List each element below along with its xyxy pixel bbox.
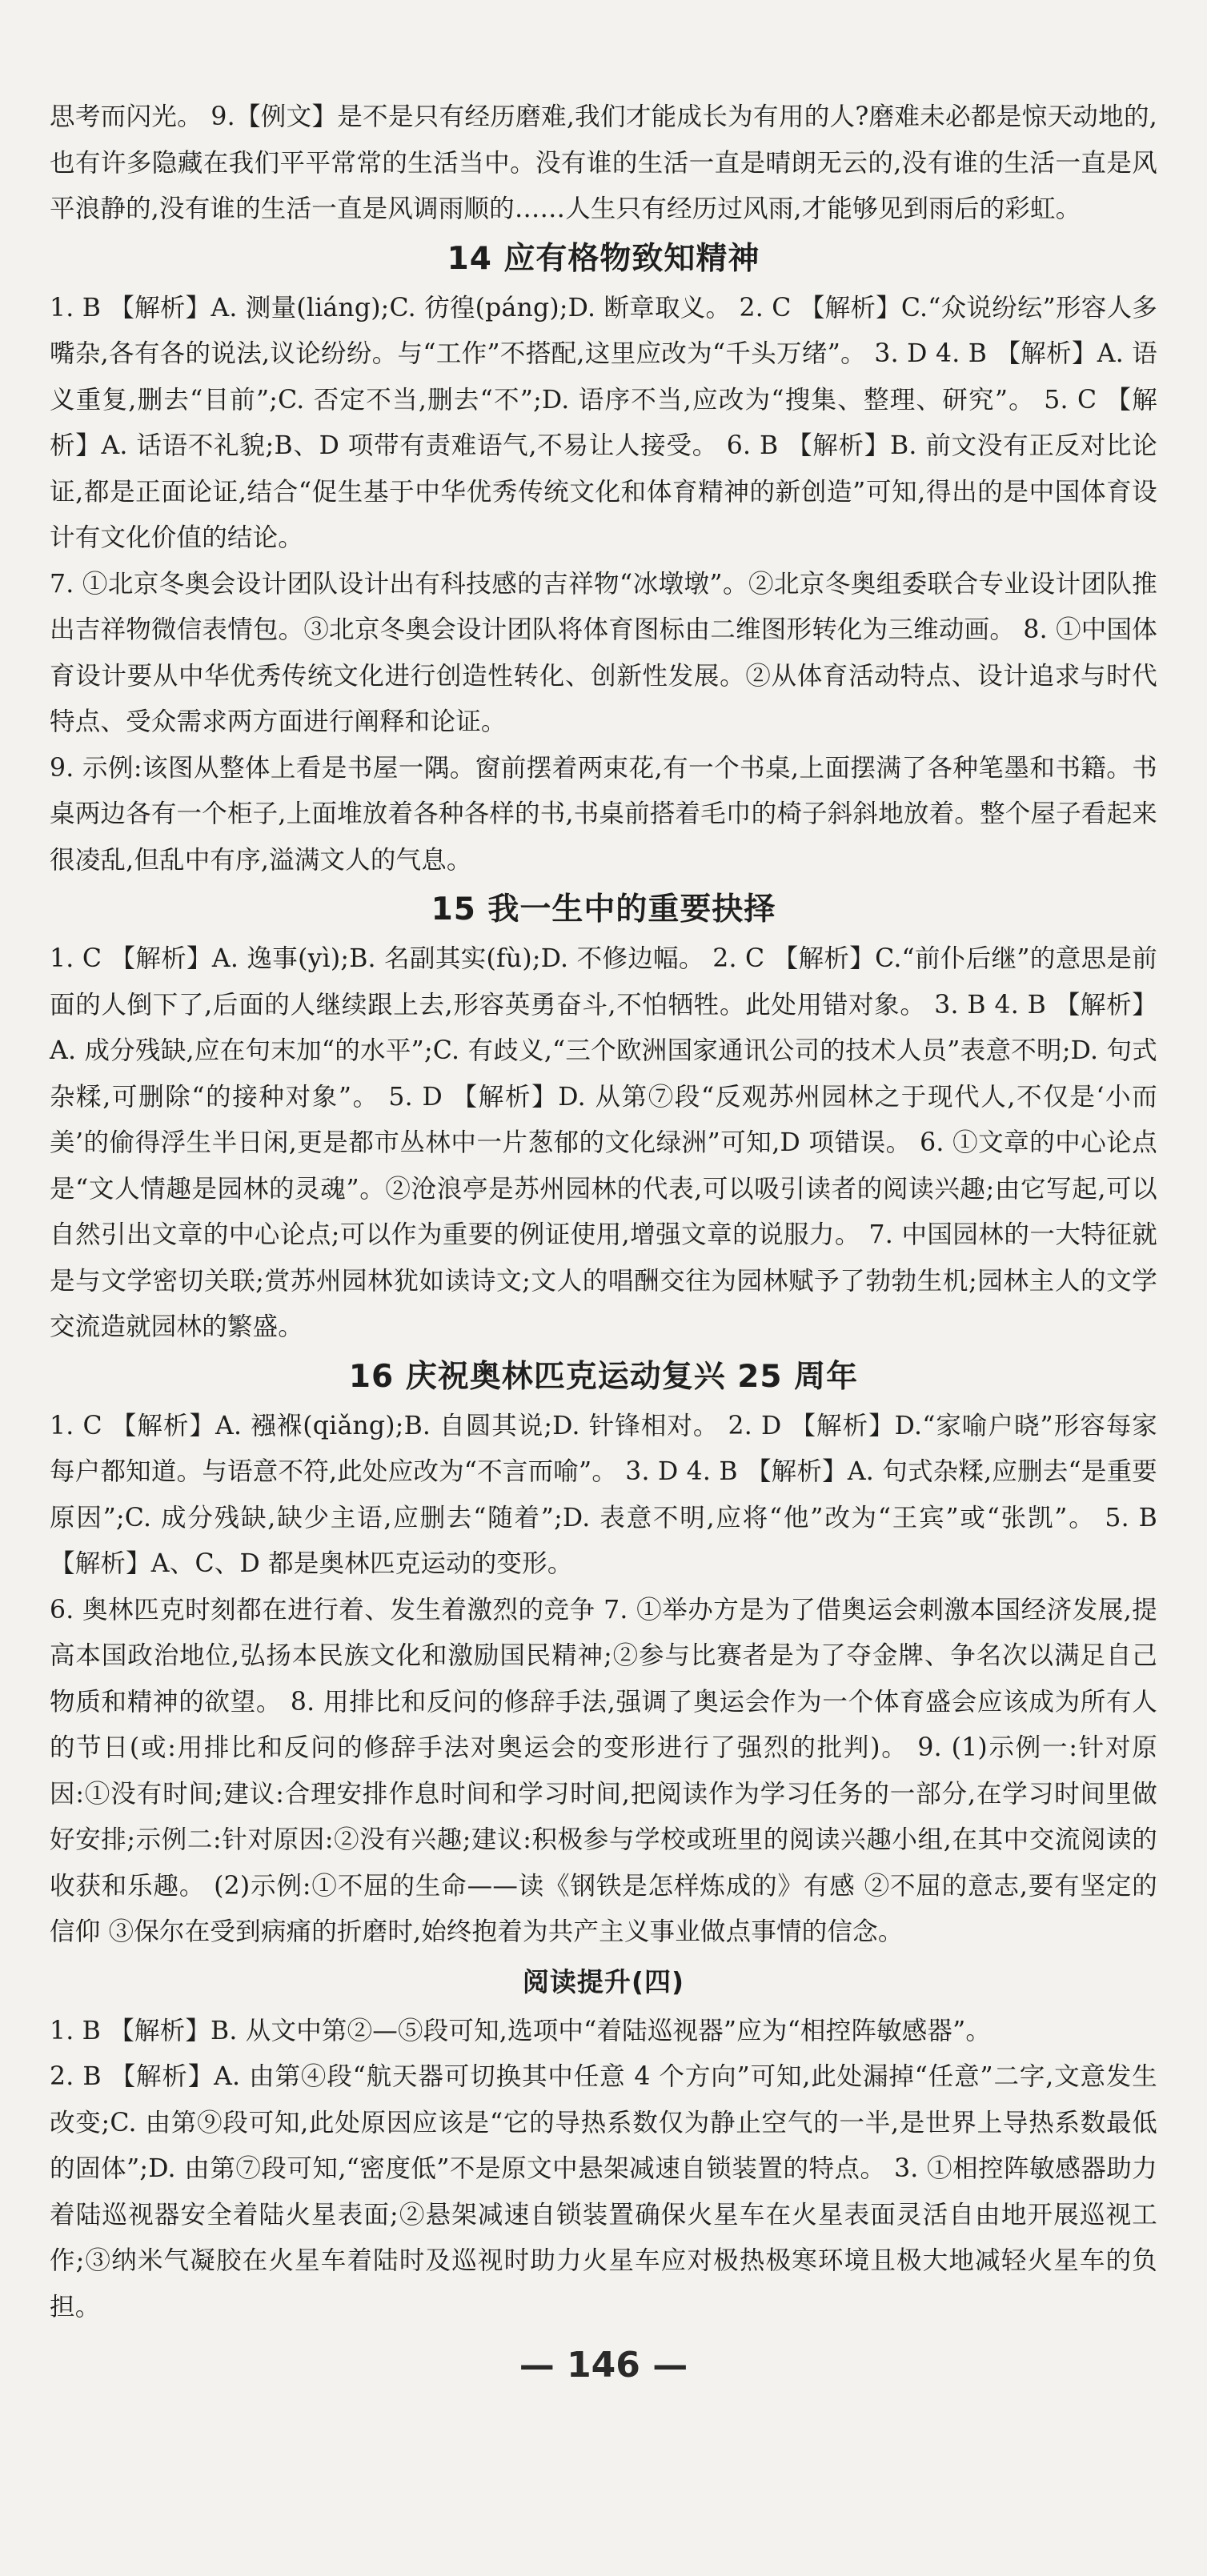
answer-paragraph: 6. 奥林匹克时刻都在进行着、发生着激烈的竞争 7. ①举办方是为了借奥运会刺激本国经济发展,提高本国政治地位,弘扬本民族文化和激励国民精神;②参与比赛者是为了夺金牌、争名次以满足自己物质和精神的欲望。 8. 用排比和反问的修辞手法,强调了奥运会作为一个体育盛会应该成为所有人的节日(或:用排比和反问的修辞手法对奥运会的变形进行了强烈的批判)。 9. (1)示例一:针对原因:①没有时间;建议:合理安排作息时间和学习时间,把阅读作为学习任务的一部分,在学习时间里做好安排;示例二:针对原因:②没有兴趣;建议:积极参与学校或班里的阅读兴趣小组,在其中交流阅读的收获和乐趣。 (2)示例:①不屈的生命——读《钢铁是怎样炼成的》有感 ②不屈的意志,要有坚定的信仰 ③保尔在受到病痛的折磨时,始终抱着为共产主义事业做点事情的信念。 [50,1595,1157,1946]
answer-paragraph: 9. 示例:该图从整体上看是书屋一隅。窗前摆着两束花,有一个书桌,上面摆满了各种笔墨和书籍。书桌两边各有一个柜子,上面堆放着各种各样的书,书桌前搭着毛巾的椅子斜斜地放着。整个屋子看起来很凌乱,但乱中有序,溢满文人的气息。 [50,753,1157,875]
answer-paragraph: 1. B 【解析】B. 从文中第②—⑤段可知,选项中“着陆巡视器”应为“相控阵敏感器”。 [50,2016,992,2045]
section-title: 15 我一生中的重要抉择 [431,891,776,927]
answer-paragraph: 1. B 【解析】A. 测量(liáng);C. 彷徨(páng);D. 断章取义。 2. C 【解析】C.“众说纷纭”形容人多嘴杂,各有各的说法,议论纷纷。与“工作”不搭配,这里应改为“千头万绪”。 3. D 4. B 【解析】A. 语义重复,删去“目前”;C. 否定不当,删去“不”;D. 语序不当,应改为“搜集、整理、研究”。 5. C 【解析】A. 话语不礼貌;B、D 项带有责难语气,不易让人接受。 6. B 【解析】B. 前文没有正反对比论证,都是正面论证,结合“促生基于中华优秀传统文化和体育精神的新创造”可知,得出的是中国体育设计有文化价值的结论。 [50,293,1157,552]
answer-paragraph: 思考而闪光。 9.【例文】是不是只有经历磨难,我们才能成长为有用的人?磨难未必都是惊天动地的,也有许多隐藏在我们平平常常的生活当中。没有谁的生活一直是晴朗无云的,没有谁的生活一直是风平浪静的,没有谁的生活一直是风调雨顺的……人生只有经历过风雨,才能够见到雨后的彩虹。 [50,102,1157,223]
section-title: 16 庆祝奥林匹克运动复兴 25 周年 [348,1358,859,1395]
section-title: 阅读提升(四) [522,1965,685,1997]
answer-paragraph: 1. C 【解析】A. 襁褓(qiǎng);B. 自圆其说;D. 针锋相对。 2. D 【解析】D.“家喻户晓”形容每家每户都知道。与语意不符,此处应改为“不言而喻”。 3. D 4. B 【解析】A. 句式杂糅,应删去“是重要原因”;C. 成分残缺,缺少主语,应删去“随着”;D. 表意不明,应将“他”改为“王宾”或“张凯”。 5. B 【解析】A、C、D 都是奥林匹克运动的变形。 [50,1411,1157,1578]
answer-paragraph: 1. C 【解析】A. 逸事(yì);B. 名副其实(fù);D. 不修边幅。 2. C 【解析】C.“前仆后继”的意思是前面的人倒下了,后面的人继续跟上去,形容英勇奋斗,不怕牺牲。此处用错对象。 3. B 4. B 【解析】A. 成分残缺,应在句末加“的水平”;C. 有歧义,“三个欧洲国家通讯公司的技术人员”表意不明;D. 句式杂糅,可删除“的接种对象”。 5. D 【解析】D. 从第⑦段“反观苏州园林之于现代人,不仅是‘小而美’的偷得浮生半日闲,更是都市丛林中一片葱郁的文化绿洲”可知,D 项错误。 6. ①文章的中心论点是“文人情趣是园林的灵魂”。②沧浪亭是苏州园林的代表,可以吸引读者的阅读兴趣;由它写起,可以自然引出文章的中心论点;可以作为重要的例证使用,增强文章的说服力。 7. 中国园林的一大特征就是与文学密切关联;赏苏州园林犹如读诗文;文人的唱酬交往为园林赋予了勃勃生机;园林主人的文学交流造就园林的繁盛。 [50,944,1157,1341]
section-title: 14 应有格物致知精神 [447,240,760,277]
answer-paragraph: 7. ①北京冬奥会设计团队设计出有科技感的吉祥物“冰墩墩”。②北京冬奥组委联合专业设计团队推出吉祥物微信表情包。③北京冬奥会设计团队将体育图标由二维图形转化为三维动画。 8. ①中国体育设计要从中华优秀传统文化进行创造性转化、创新性发展。②从体育活动特点、设计追求与时代特点、受众需求两方面进行阐释和论证。 [50,569,1157,736]
page-number: — 146 — [519,2345,688,2386]
answer-paragraph: 2. B 【解析】A. 由第④段“航天器可切换其中任意 4 个方向”可知,此处漏掉“任意”二字,文意发生改变;C. 由第⑨段可知,此处原因应该是“它的导热系数仅为静止空气的一半,是世界上导热系数最低的固体”;D. 由第⑦段可知,“密度低”不是原文中悬架减速自锁装置的特点。 3. ①相控阵敏感器助力着陆巡视器安全着陆火星表面;②悬架减速自锁装置确保火星车在火星表面灵活自由地开展巡视工作;③纳米气凝胶在火星车着陆时及巡视时助力火星车应对极热极寒环境且极大地减轻火星车的负担。 [50,2062,1157,2322]
answer-page [50,94,1157,2330]
